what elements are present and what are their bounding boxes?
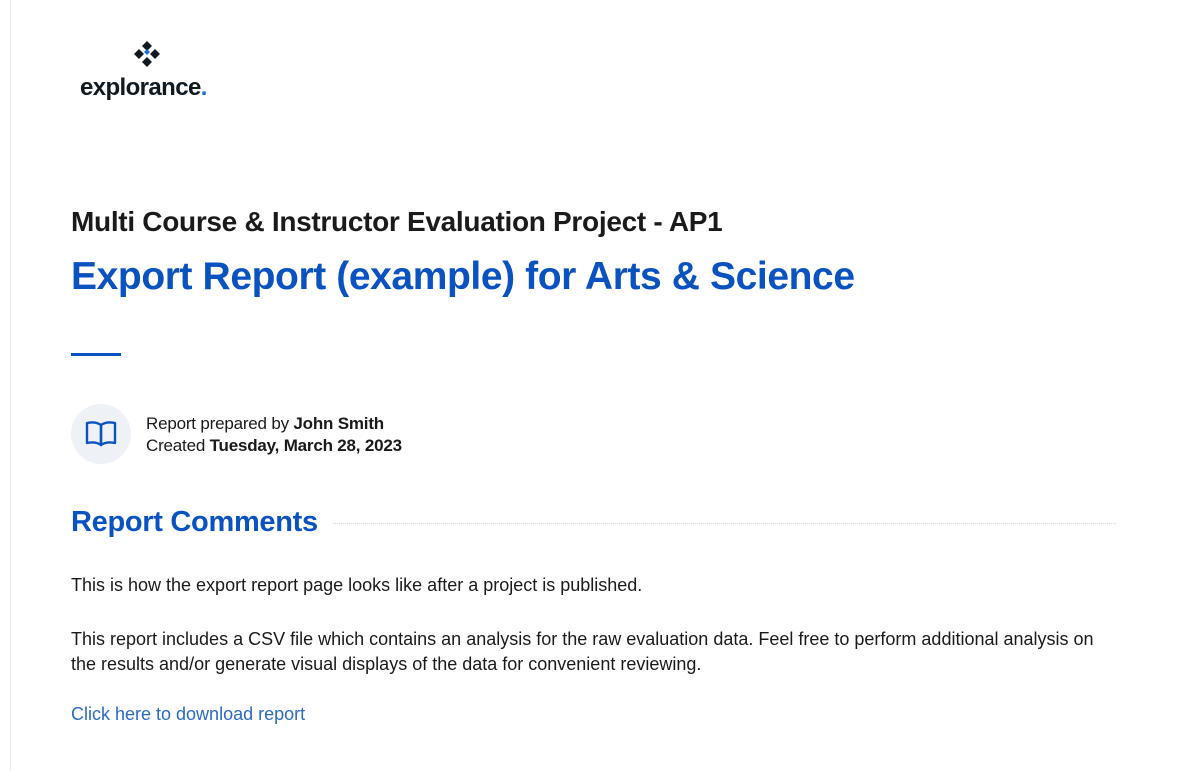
logo-wordmark: explorance. (80, 74, 207, 101)
download-report-link[interactable]: Click here to download report (71, 704, 306, 724)
logo-diamonds-icon (130, 40, 164, 74)
comment-paragraph: This is how the export report page looks like after a project is published. (71, 575, 643, 595)
page-left-border (10, 0, 11, 771)
meta-text (146, 413, 402, 457)
author-name: John Smith (293, 414, 384, 433)
created-date: Tuesday, March 28, 2023 (209, 436, 402, 455)
prepared-by-line: Report prepared by John Smith (146, 414, 384, 433)
report-page (71, 0, 1116, 771)
created-line: Created Tuesday, March 28, 2023 (146, 436, 402, 455)
book-icon-badge (71, 404, 131, 464)
section-divider (333, 523, 1116, 524)
section-title: Report Comments (71, 506, 318, 538)
book-icon (85, 419, 117, 449)
title-underline (71, 353, 121, 356)
report-title: Export Report (example) for Arts & Science (71, 255, 855, 298)
comment-paragraph: This report includes a CSV file which contains an analysis for the raw evaluation data. Feel free to perform additional analysis on the results and/or generate visual displays of the data for convenient reviewing. (71, 629, 1094, 674)
report-meta (71, 404, 571, 464)
project-title: Multi Course & Instructor Evaluation Project - AP1 (71, 206, 723, 237)
explorance-logo (80, 40, 220, 102)
comments-section-header (71, 506, 1116, 542)
